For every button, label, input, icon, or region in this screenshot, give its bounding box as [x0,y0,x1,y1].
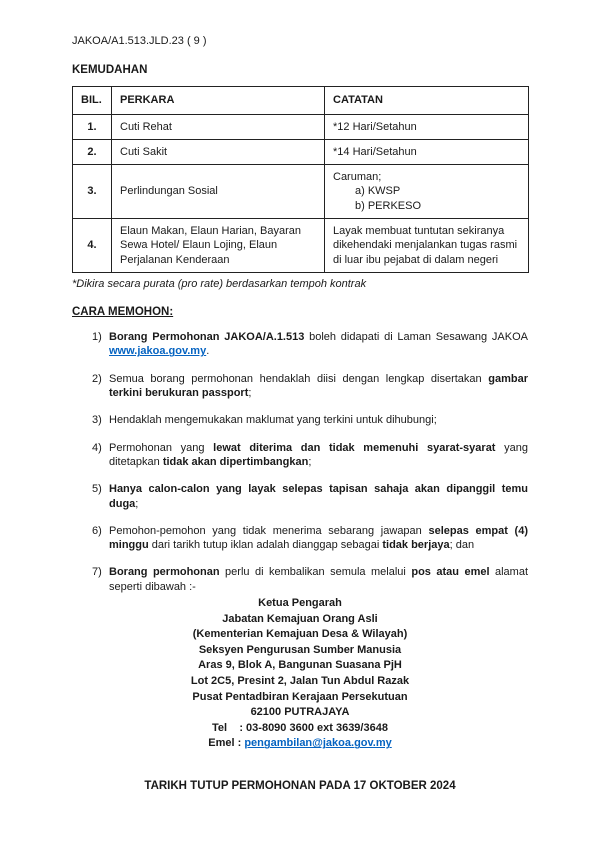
item-text [109,565,528,594]
bold-text: Borang Permohonan JAKOA/A.1.513 [109,331,305,344]
item-number: 5) [92,483,102,496]
table-row [73,165,529,219]
cell-catatan: Layak membuat tuntutan sekiranya dikehendaki menjalankan tugas rasmi di luar ibu pejabat di dalam negeri [325,219,529,273]
list-item-4 [72,441,528,470]
plain-text: ; [135,497,139,510]
bold-text: lewat diterima dan tidak memenuhi syarat-syarat [213,441,496,454]
plain-text: alamat seperti dibawah :- [109,566,529,593]
address-line: Pusat Pentadbiran Kerajaan Persekutuan [192,690,408,703]
bold-text: selepas empat (4) minggu [109,524,528,552]
catatan-intro: Caruman; [333,171,382,184]
plain-text: perlu di kembalikan semula melalui [219,566,412,579]
table-footnote: *Dikira secara purata (pro rate) berdasarkan tempoh kontrak [72,277,367,290]
bold-text: Borang permohonan [109,566,220,579]
reference-number: JAKOA/A1.513.JLD.23 ( 9 ) [72,35,207,47]
cell-catatan: *14 Hari/Setahun [325,139,529,164]
address-line: Ketua Pengarah [258,597,342,609]
catatan-item-kwsp: a) KWSP [355,185,401,198]
mailing-address-block [72,596,528,752]
table-header-row [73,87,529,114]
cell-perkara: Cuti Rehat [112,114,325,139]
item-text [109,524,528,553]
plain-text: ; [248,387,252,400]
list-item-6 [72,524,528,553]
cell-catatan: *12 Hari/Setahun [325,114,529,139]
email-label: Emel : [208,737,245,750]
closing-date-notice: TARIKH TUTUP PERMOHONAN PADA 17 OKTOBER 2024 [144,780,456,793]
address-line: Lot 2C5, Presint 2, Jalan Tun Abdul Razak [190,675,410,688]
cell-bil: 2. [73,139,112,164]
address-line: 62100 PUTRAJAYA [250,706,350,719]
item-number: 2) [92,372,102,385]
list-item-1 [72,330,528,359]
cell-perkara: Perlindungan Sosial [112,165,325,219]
kemudahan-table [72,86,529,273]
bold-text: Hanya calon-calon yang layak selepas tapisan sahaja akan dipanggil temu duga [109,483,528,510]
cell-perkara: Elaun Makan, Elaun Harian, Bayaran Sewa Hotel/ Elaun Lojing, Elaun Perjalanan Kenderaan [112,219,325,273]
plain-text: Permohonan yang [109,441,214,454]
column-header-perkara: PERKARA [112,87,325,114]
bold-text: gambar terkini berukuran passport [109,372,528,400]
instruction-list [72,330,528,594]
address-line: Jabatan Kemajuan Orang Asli [222,612,378,625]
bold-text: tidak akan dipertimbangkan [162,455,309,468]
cell-catatan [325,165,529,219]
bold-text: tidak berjaya [382,539,450,552]
plain-text: ; dan [449,539,475,552]
plain-text: yang ditetapkan [109,441,528,468]
table-row [73,114,529,139]
list-item-5 [72,482,528,511]
item-number: 4) [92,441,102,454]
list-item-3 [72,413,528,427]
plain-text: Pemohon-pemohon yang tidak menerima sebarang jawapan [109,524,429,537]
item-number: 1) [92,331,102,344]
item-number: 3) [92,414,102,427]
plain-text: ; [308,455,312,468]
item-text [109,482,528,511]
item-text [109,372,528,401]
email-link[interactable]: pengambilan@jakoa.gov.my [244,737,392,750]
item-text [109,441,528,470]
item-number: 6) [92,524,102,537]
address-line: Seksyen Pengurusan Sumber Manusia [198,643,402,656]
plain-text: boleh didapati di Laman Sesawang JAKOA [304,331,528,344]
website-link[interactable]: www.jakoa.gov.my [109,345,207,358]
item-number: 7) [92,566,102,579]
table-row [73,139,529,164]
address-line: Aras 9, Blok A, Bangunan Suasana PjH [198,659,402,672]
list-item-2 [72,372,528,401]
list-item-7 [72,565,528,594]
item-text: Hendaklah mengemukakan maklumat yang terkini untuk dihubungi; [109,414,437,427]
telephone-line: Tel : 03-8090 3600 ext 3639/3648 [212,721,388,734]
cell-perkara: Cuti Sakit [112,139,325,164]
catatan-item-perkeso: b) PERKESO [355,199,422,212]
column-header-bil: BIL. [73,87,112,114]
bold-text: pos atau emel [411,566,490,579]
plain-text: Semua borang permohonan hendaklah diisi dengan lengkap disertakan [109,372,489,385]
plain-text: dari tarikh tutup iklan adalah dianggap sebagai [148,539,383,552]
cell-bil: 4. [73,219,112,273]
section-title-cara-memohon: CARA MEMOHON: [72,306,174,319]
email-line [72,736,528,752]
section-title-kemudahan: KEMUDAHAN [72,64,148,77]
cell-bil: 3. [73,165,112,219]
plain-text: . [206,345,210,358]
address-line: (Kementerian Kemajuan Desa & Wilayah) [192,628,408,641]
table-row [73,219,529,273]
column-header-catatan: CATATAN [325,87,529,114]
cell-bil: 1. [73,114,112,139]
item-text [109,330,528,359]
